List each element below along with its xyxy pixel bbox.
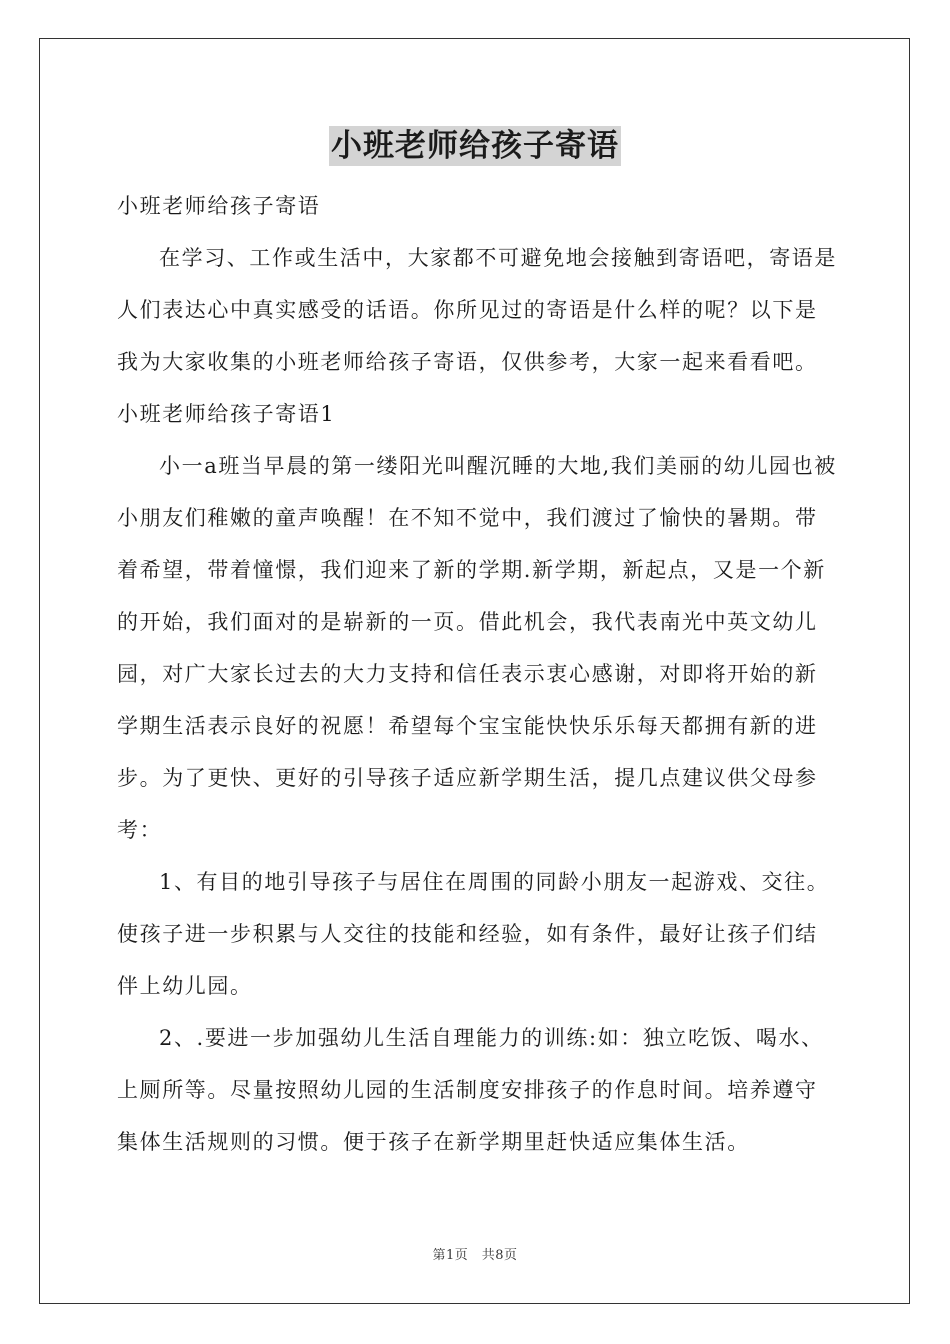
document-subtitle: 小班老师给孩子寄语 xyxy=(117,194,321,218)
document-title: 小班老师给孩子寄语 xyxy=(331,128,619,164)
page-number: 第1页 共8页 xyxy=(432,1248,518,1263)
suggestion-paragraph-1: 1、有目的地引导孩子与居住在周围的同龄小朋友一起游戏、交往。使孩子进一步积累与人交往的技能和经验，如有条件，最好让孩子们结伴上幼儿园。 xyxy=(117,870,830,998)
section-heading: 小班老师给孩子寄语1 xyxy=(117,402,336,426)
page-footer xyxy=(0,1244,950,1263)
title-block xyxy=(0,126,950,166)
suggestion-paragraph-2: 2、.要进一步加强幼儿生活自理能力的训练:如：独立吃饭、喝水、上厕所等。尽量按照幼儿园的生活制度安排孩子的作息时间。培养遵守集体生活规则的习惯。便于孩子在新学期里赶快适应集体生活。 xyxy=(117,1026,824,1154)
intro-paragraph: 在学习、工作或生活中，大家都不可避免地会接触到寄语吧，寄语是人们表达心中真实感受的话语。你所见过的寄语是什么样的呢？以下是我为大家收集的小班老师给孩子寄语，仅供参考，大家一起来看看吧。 xyxy=(117,246,837,374)
body-paragraph: 小一a班当早晨的第一缕阳光叫醒沉睡的大地,我们美丽的幼儿园也被小朋友们稚嫩的童声唤醒！在不知不觉中，我们渡过了愉快的暑期。带着希望，带着憧憬，我们迎来了新的学期.新学期，新起点，又是一个新的开始，我们面对的是崭新的一页。借此机会，我代表南光中英文幼儿园，对广大家长过去的大力支持和信任表示衷心感谢，对即将开始的新学期生活表示良好的祝愿！希望每个宝宝能快快乐乐每天都拥有新的进步。为了更快、更好的引导孩子适应新学期生活，提几点建议供父母参考： xyxy=(117,454,837,842)
document-body xyxy=(117,180,837,1168)
